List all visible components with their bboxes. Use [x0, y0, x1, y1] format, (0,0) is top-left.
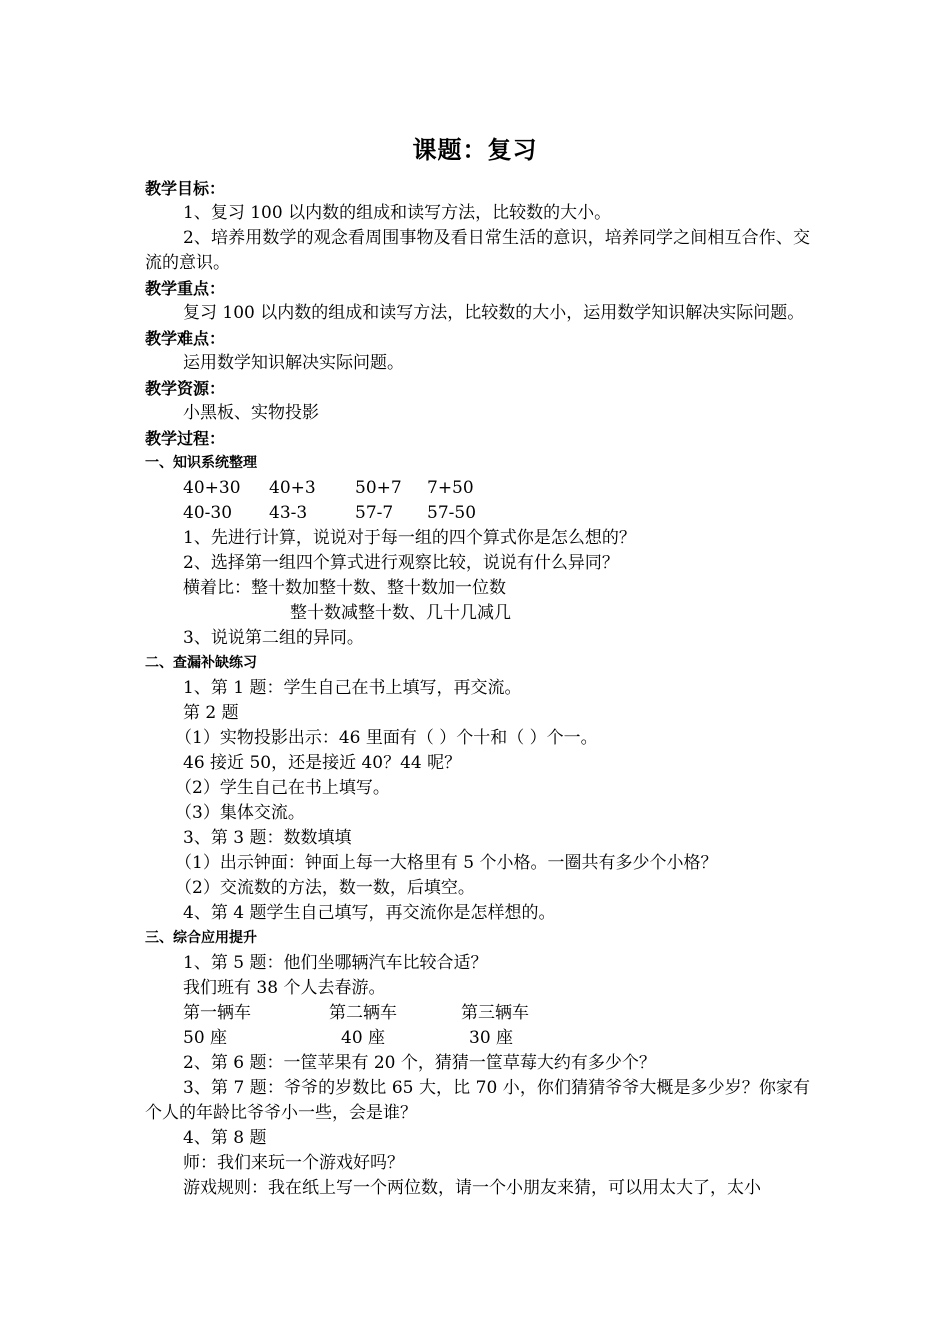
- equation: 40+3: [269, 478, 316, 498]
- section-heading-objectives: 教学目标：: [145, 179, 226, 198]
- process-item: 横着比：整十数加整十数、整十数加一位数: [183, 578, 506, 598]
- process-item: 3、第 7 题：爷爷的岁数比 65 大，比 70 小，你们猜猜爷爷大概是多少岁？你家有个人的年龄比爷爷小一些，会是谁？: [145, 1078, 810, 1123]
- section-heading-process: 教学过程：: [145, 429, 226, 448]
- vehicle-label: 第二辆车: [329, 1003, 397, 1023]
- equation: 57-7: [355, 503, 394, 523]
- process-item: 游戏规则：我在纸上写一个两位数，请一个小朋友来猜，可以用太大了，太小: [183, 1178, 761, 1198]
- process-item: （1）出示钟面：钟面上每一大格里有 5 个小格。一圈共有多少个小格？: [175, 853, 718, 873]
- process-item: 3、说说第二组的异同。: [183, 628, 364, 648]
- section-heading-key-points: 教学重点：: [145, 279, 226, 298]
- process-item: （1）实物投影出示：46 里面有（ ）个十和（ ）个一。: [175, 728, 598, 748]
- process-item: 1、第 5 题：他们坐哪辆汽车比较合适？: [183, 953, 488, 973]
- equation: 40-30: [183, 503, 233, 523]
- process-item: 我们班有 38 个人去春游。: [183, 978, 386, 998]
- process-item: 整十数减整十数、几十几减几: [290, 603, 511, 623]
- equation-row-1: [145, 476, 810, 501]
- section-heading-resources: 教学资源：: [145, 379, 226, 398]
- process-item: 46 接近 50，还是接近 40？44 呢？: [183, 753, 462, 773]
- difficulties-text: 运用数学知识解决实际问题。: [183, 353, 404, 373]
- process-item: 1、第 1 题：学生自己在书上填写，再交流。: [183, 678, 522, 698]
- lesson-body: [145, 176, 810, 1201]
- equation: 50+7: [355, 478, 402, 498]
- part-heading-1: 一、知识系统整理: [145, 455, 257, 471]
- resources-text: 小黑板、实物投影: [183, 403, 319, 423]
- equation-row-2: [145, 501, 810, 526]
- key-points-text: 复习 100 以内数的组成和读写方法，比较数的大小，运用数学知识解决实际问题。: [183, 303, 805, 323]
- equation: 57-50: [427, 503, 477, 523]
- seat-count: 50 座: [183, 1028, 228, 1048]
- process-item: 师：我们来玩一个游戏好吗？: [183, 1153, 404, 1173]
- vehicle-row: [145, 1001, 810, 1026]
- objective-item-1: 1、复习 100 以内数的组成和读写方法，比较数的大小。: [183, 203, 612, 223]
- equation: 7+50: [427, 478, 474, 498]
- process-item: 2、第 6 题：一筐苹果有 20 个，猜猜一筐草莓大约有多少个？: [183, 1053, 656, 1073]
- equation: 40+30: [183, 478, 241, 498]
- process-item: 1、先进行计算，说说对于每一组的四个算式你是怎么想的？: [183, 528, 636, 548]
- part-heading-2: 二、查漏补缺练习: [145, 655, 257, 671]
- seat-count: 30 座: [469, 1028, 514, 1048]
- section-heading-difficulties: 教学难点：: [145, 329, 226, 348]
- process-item: 2、选择第一组四个算式进行观察比较，说说有什么异同？: [183, 553, 619, 573]
- process-item: （2）交流数的方法，数一数，后填空。: [175, 878, 475, 898]
- process-item: 4、第 8 题: [183, 1128, 267, 1148]
- process-item: 3、第 3 题：数数填填: [183, 828, 352, 848]
- lesson-title: 课题：复习: [412, 136, 538, 164]
- equation: 43-3: [269, 503, 308, 523]
- vehicle-label: 第三辆车: [461, 1003, 529, 1023]
- process-item: （2）学生自己在书上填写。: [175, 778, 390, 798]
- seats-row: [145, 1026, 810, 1051]
- part-heading-3: 三、综合应用提升: [145, 930, 257, 946]
- process-item: 4、第 4 题学生自己填写，再交流你是怎样想的。: [183, 903, 556, 923]
- vehicle-label: 第一辆车: [183, 1003, 251, 1023]
- seat-count: 40 座: [341, 1028, 386, 1048]
- process-item: 第 2 题: [183, 703, 239, 723]
- objective-item-2: 2、培养用数学的观念看周围事物及看日常生活的意识，培养同学之间相互合作、交流的意识。: [145, 228, 810, 273]
- process-item: （3）集体交流。: [175, 803, 305, 823]
